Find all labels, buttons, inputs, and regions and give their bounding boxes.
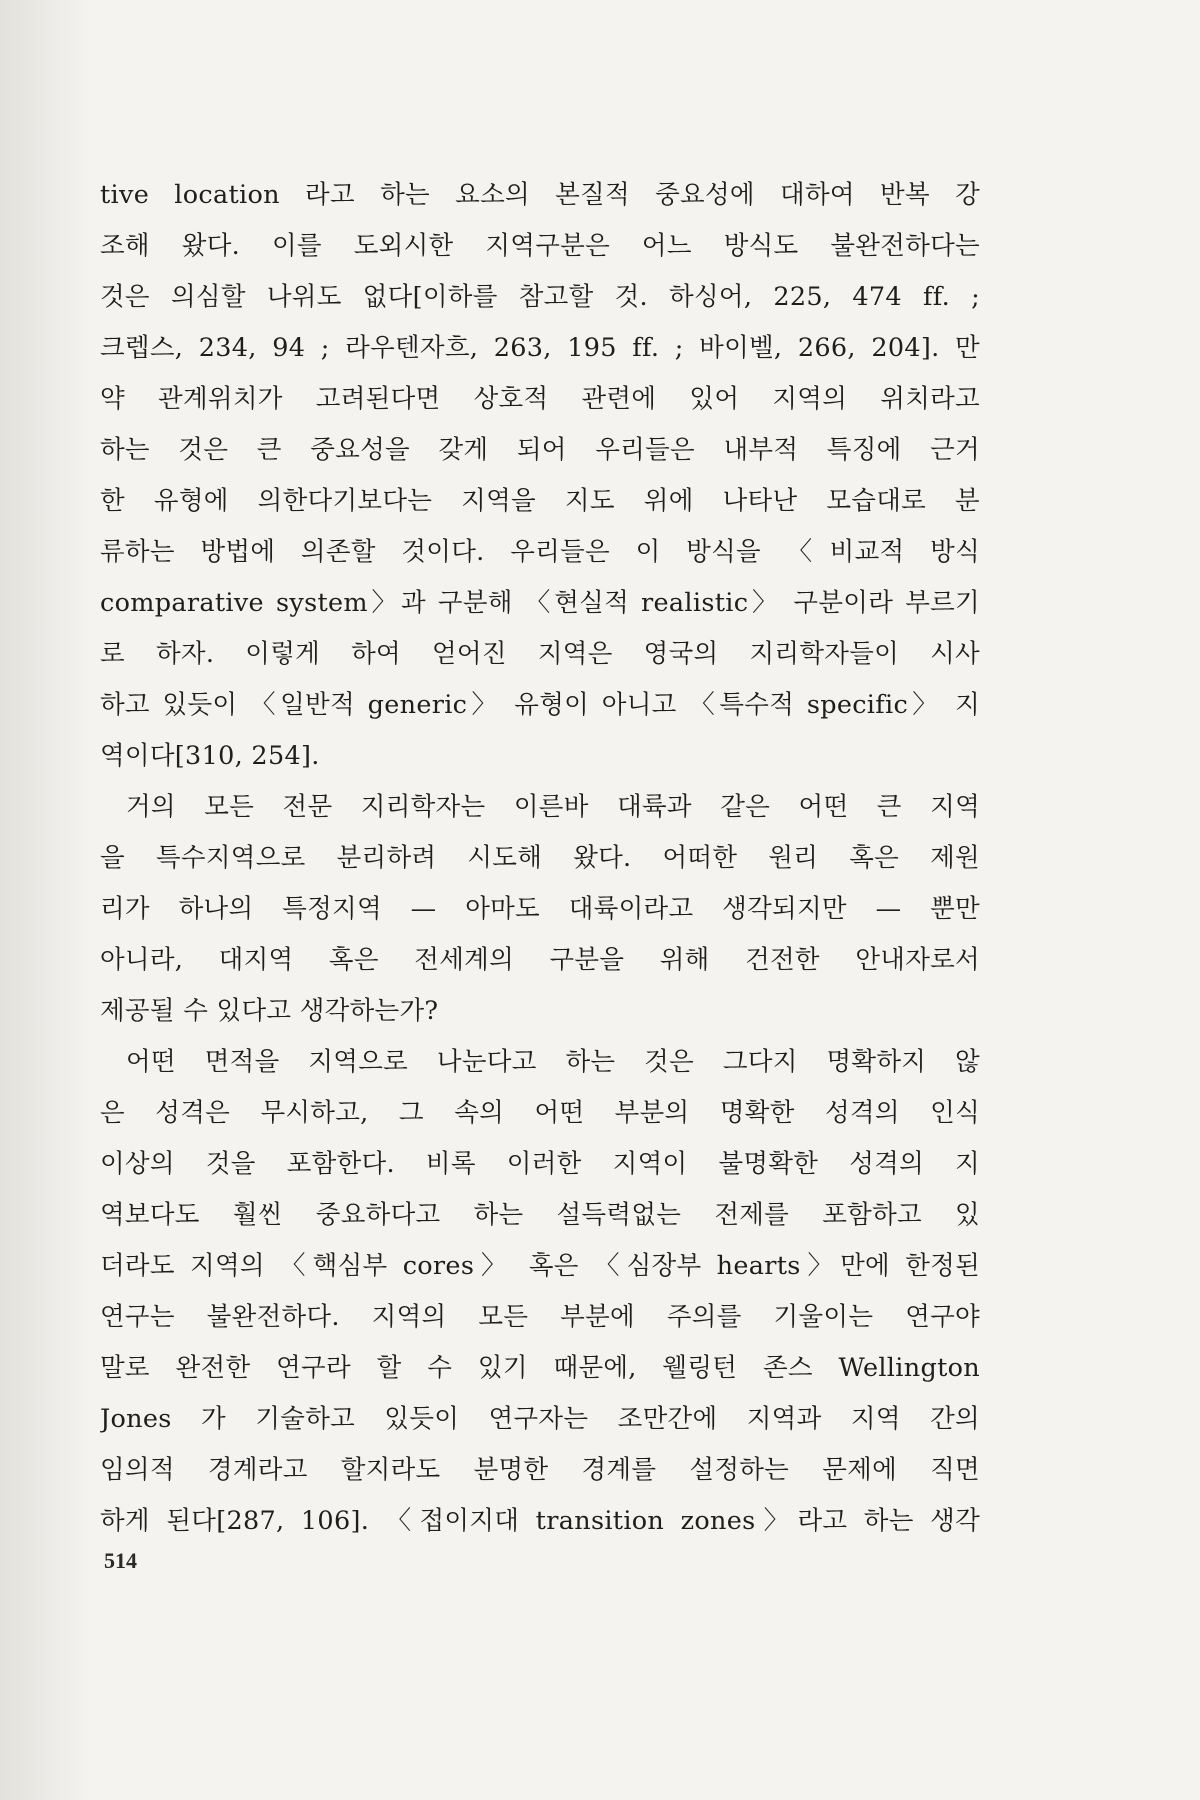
page-number: 514 <box>104 1548 137 1573</box>
text-line: 더라도 지역의 〈핵심부 cores〉 혹은 〈심장부 hearts〉만에 한정된 <box>100 1251 980 1281</box>
text-line: tive location 라고 하는 요소의 본질적 중요성에 대하여 반복 강 <box>100 180 980 210</box>
text-line: 하는 것은 큰 중요성을 갖게 되어 우리들은 내부적 특징에 근거 <box>100 435 980 465</box>
text-line: 리가 하나의 특정지역 — 아마도 대륙이라고 생각되지만 — 뿐만 <box>100 894 980 924</box>
text-line: 은 성격은 무시하고, 그 속의 어떤 부분의 명확한 성격의 인식 <box>100 1098 980 1128</box>
text-line: 아니라, 대지역 혹은 전세계의 구분을 위해 건전한 안내자로서 <box>100 945 980 975</box>
text-line: 이상의 것을 포함한다. 비록 이러한 지역이 불명확한 성격의 지 <box>100 1149 980 1179</box>
text-line: 연구는 불완전하다. 지역의 모든 부분에 주의를 기울이는 연구야 <box>100 1302 980 1332</box>
text-line: 약 관계위치가 고려된다면 상호적 관련에 있어 지역의 위치라고 <box>100 384 980 414</box>
text-line: 로 하자. 이렇게 하여 얻어진 지역은 영국의 지리학자들이 시사 <box>100 639 980 669</box>
text-line: 하고 있듯이 〈일반적 generic〉 유형이 아니고 〈특수적 specific〉 지 <box>100 690 980 720</box>
text-line: 한 유형에 의한다기보다는 지역을 지도 위에 나타난 모습대로 분 <box>100 486 980 516</box>
text-line: comparative system〉과 구분해 〈현실적 realistic〉 구분이라 부르기 <box>100 588 980 618</box>
paragraph-start-line: 어떤 면적을 지역으로 나눈다고 하는 것은 그다지 명확하지 않 <box>126 1047 980 1077</box>
text-line: 제공될 수 있다고 생각하는가? <box>100 996 439 1026</box>
text-line: 조해 왔다. 이를 도외시한 지역구분은 어느 방식도 불완전하다는 <box>100 231 980 261</box>
text-line: Jones 가 기술하고 있듯이 연구자는 조만간에 지역과 지역 간의 <box>100 1404 980 1434</box>
text-line: 것은 의심할 나위도 없다[이하를 참고할 것. 하싱어, 225, 474 ff. ; <box>100 282 980 312</box>
text-line: 임의적 경계라고 할지라도 분명한 경계를 설정하는 문제에 직면 <box>100 1455 980 1485</box>
text-line: 말로 완전한 연구라 할 수 있기 때문에, 웰링턴 존스 Wellington <box>100 1353 980 1383</box>
text-line: 역이다[310, 254]. <box>100 741 320 771</box>
text-line: 역보다도 훨씬 중요하다고 하는 설득력없는 전제를 포함하고 있 <box>100 1200 980 1230</box>
body-text <box>100 170 980 1547</box>
text-line: 하게 된다[287, 106]. 〈접이지대 transition zones〉라고 하는 생각 <box>100 1506 980 1536</box>
page-gutter-shadow <box>0 0 90 1800</box>
text-line: 류하는 방법에 의존할 것이다. 우리들은 이 방식을 〈비교적 방식 <box>100 537 980 567</box>
paragraph-start-line: 거의 모든 전문 지리학자는 이른바 대륙과 같은 어떤 큰 지역 <box>126 792 980 822</box>
text-line: 을 특수지역으로 분리하려 시도해 왔다. 어떠한 원리 혹은 제원 <box>100 843 980 873</box>
text-line: 크렙스, 234, 94 ; 라우텐자흐, 263, 195 ff. ; 바이벨, 266, 204]. 만 <box>100 333 980 363</box>
